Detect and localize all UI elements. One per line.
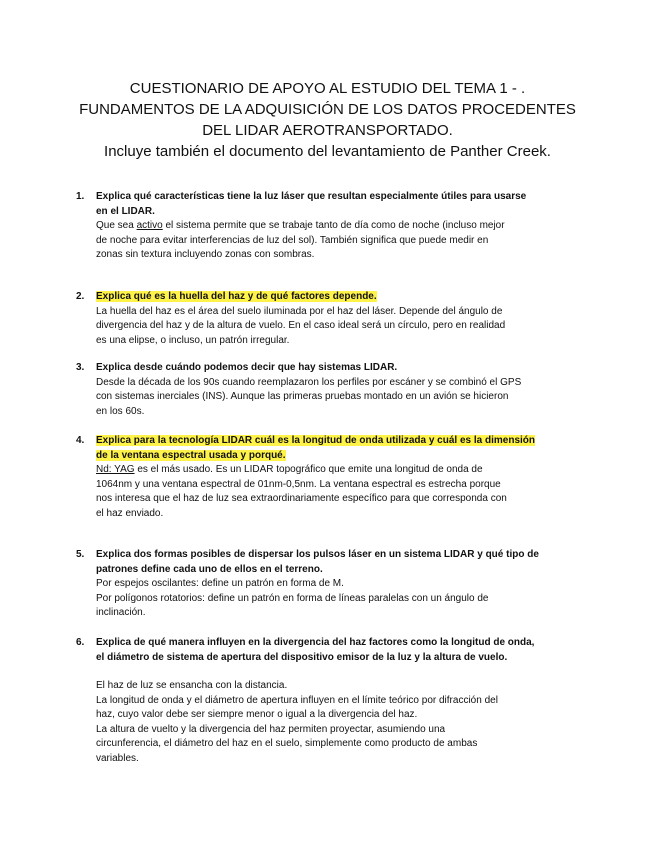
answer-line: La altura de vuelto y la divergencia del haz permiten proyectar, asumiendo una xyxy=(96,723,446,735)
document-title-line-3: DEL LIDAR AEROTRANSPORTADO. xyxy=(202,122,453,139)
question-text-highlighted: Explica para la tecnología LIDAR cuál es la longitud de onda utilizada y cuál es la dimensión xyxy=(96,435,535,446)
answer-text: Que sea xyxy=(96,220,137,231)
answer-line: de noche para evitar interferencias de luz del sol). También significa que puede medir en xyxy=(96,234,489,246)
answer-line: La longitud de onda y el diámetro de apertura influyen en el límite teórico por difracción del xyxy=(96,694,498,706)
question-4 xyxy=(76,434,566,521)
answer-underlined-term: activo xyxy=(136,220,163,231)
question-number: 5. xyxy=(76,549,85,560)
question-text-highlighted: Explica qué es la huella del haz y de qué factores depende. xyxy=(96,291,377,302)
answer-line: haz, cuyo valor debe ser siempre menor o igual a la divergencia del haz. xyxy=(96,709,418,720)
answer-line: circunferencia, el diámetro del haz en el suelo, simplemente como producto de ambas xyxy=(96,738,478,749)
answer-line: es una elipse, o incluso, un patrón irregular. xyxy=(96,334,290,346)
question-6 xyxy=(76,636,566,766)
question-text-highlighted: de la ventana espectral usada y porqué. xyxy=(96,449,286,461)
answer-line xyxy=(96,219,566,234)
answer-line xyxy=(96,463,566,478)
document-title-line-2: FUNDAMENTOS DE LA ADQUISICIÓN DE LOS DATOS PROCEDENTES xyxy=(79,101,576,118)
question-number: 1. xyxy=(76,191,85,202)
answer-line: en los 60s. xyxy=(96,405,145,417)
answer-line: La huella del haz es el área del suelo iluminada por el haz del láser. Depende del ángulo de xyxy=(96,305,503,317)
question-number: 4. xyxy=(76,435,85,446)
question-text: Explica dos formas posibles de dispersar los pulsos láser en un sistema LIDAR y qué tipo de xyxy=(96,549,539,560)
question-text: el diámetro de sistema de apertura del dispositivo emisor de la luz y la altura de vuelo. xyxy=(96,651,508,663)
answer-line: Por espejos oscilantes: define un patrón en forma de M. xyxy=(96,578,344,589)
answer-line: nos interesa que el haz de luz sea extraordinariamente específico para que corresponda con xyxy=(96,493,507,504)
document-subtitle: Incluye también el documento del levantamiento de Panther Creek. xyxy=(104,143,551,160)
answer-line: variables. xyxy=(96,752,139,764)
question-text: en el LIDAR. xyxy=(96,205,155,217)
question-text: Explica desde cuándo podemos decir que hay sistemas LIDAR. xyxy=(96,362,398,373)
question-number: 6. xyxy=(76,637,85,648)
question-3 xyxy=(76,361,566,419)
answer-line: 1064nm y una ventana espectral de 01nm-0,5nm. La ventana espectral es estrecha porque xyxy=(96,478,501,490)
answer-line: divergencia del haz y de la altura de vuelo. En el caso ideal será un círculo, pero en realidad xyxy=(96,320,506,331)
blank-line xyxy=(96,665,566,679)
answer-line: zonas sin textura incluyendo zonas con sombras. xyxy=(96,249,315,260)
answer-line: con sistemas inerciales (INS). Aunque las primeras pruebas montado en un avión se hicieron xyxy=(96,391,509,402)
answer-line: El haz de luz se ensancha con la distancia. xyxy=(96,680,288,691)
question-number: 3. xyxy=(76,362,85,373)
answer-underlined-term: Nd: YAG xyxy=(96,464,135,475)
answer-line: Por polígonos rotatorios: define un patrón en forma de líneas paralelas con un ángulo de xyxy=(96,592,489,604)
answer-line: inclinación. xyxy=(96,607,146,618)
question-1 xyxy=(76,190,566,263)
answer-text: es el más usado. Es un LIDAR topográfico que emite una longitud de onda de xyxy=(134,464,483,475)
document-title-line-1: CUESTIONARIO DE APOYO AL ESTUDIO DEL TEMA 1 - . xyxy=(129,80,526,97)
question-text: Explica de qué manera influyen en la divergencia del haz factores como la longitud de onda, xyxy=(96,637,535,648)
question-5 xyxy=(76,548,566,621)
answer-line: Desde la década de los 90s cuando reemplazaron los perfiles por escáner y se combinó el GPS xyxy=(96,376,522,388)
answer-text: el sistema permite que se trabaje tanto de día como de noche (incluso mejor xyxy=(162,220,505,231)
question-text: patrones define cada uno de ellos en el terreno. xyxy=(96,563,323,575)
question-text: Explica qué características tiene la luz láser que resultan especialmente útiles para usarse xyxy=(96,191,527,202)
question-2 xyxy=(76,290,566,348)
answer-line: el haz enviado. xyxy=(96,507,164,519)
question-number: 2. xyxy=(76,291,85,302)
